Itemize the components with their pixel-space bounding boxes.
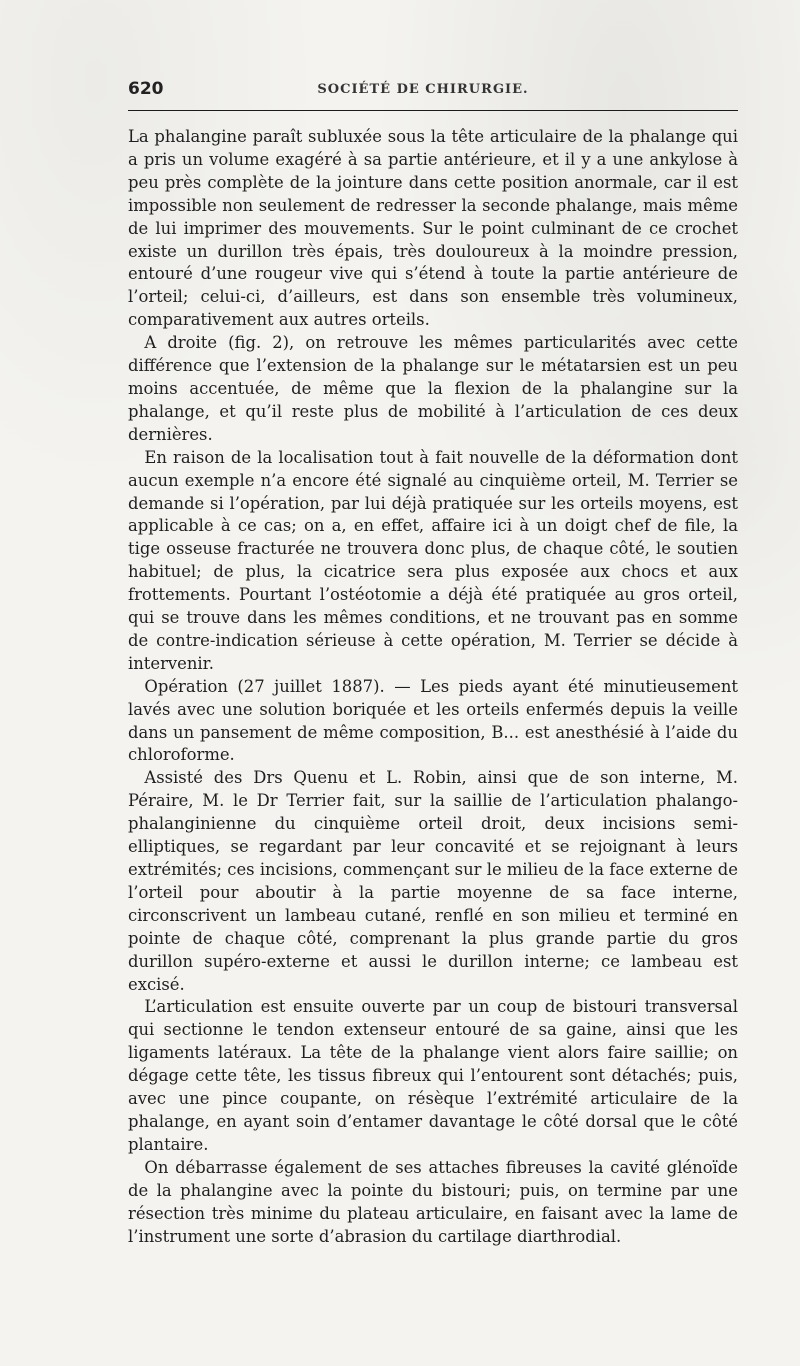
paragraph-3: En raison de la localisation tout à fait nouvelle de la déformation dont aucun exemple n’a encore été signalé au cinquième orteil, M. Terrier se demande si l’opération, par lui déjà pratiquée sur les orteils moyens, est applicable à ce cas; on a, en effet, affaire ici à un doigt chef de file, la tige osseuse fracturée ne trouvera donc plus, de chaque côté, le soutien habituel; de plus, la cicatrice sera plus exposée aux chocs et aux frottements. Pourtant l’ostéotomie a déjà été pratiquée au gros orteil, qui se trouve dans les mêmes conditions, et ne trouvant pas en somme de contre-indication sérieuse à cette opération, M. Terrier se décide à intervenir. — [128, 447, 738, 673]
paragraph-6: L’articulation est ensuite ouverte par un coup de bistouri transversal qui sectionne le tendon extenseur entouré de sa gaine, ainsi que les ligaments latéraux. La tête de la phalange vient alors faire saillie; on dégage cette tête, les tissus fibreux qui l’entourent sont détachés; puis, avec une pince coupante, on résèque l’extrémité articulaire de la phalange, en ayant soin d’entamer davantage le côté dorsal que le côté plantaire. — [128, 997, 738, 1154]
paragraph-2: A droite (fig. 2), on retrouve les mêmes particularités avec cette différence que l’extension de la phalange sur le métatarsien est un peu moins accentuée, de même que la flexion de la phalangine sur la phalange, et qu’il reste plus de mobilité à l’articulation de ces deux dernières. — [128, 333, 738, 444]
body-text — [128, 126, 738, 1248]
paragraph-1: La phalangine paraît subluxée sous la tête articulaire de la phalange qui a pris un volume exagéré à sa partie antérieure, et il y a une ankylose à peu près complète de la jointure dans cette position anormale, car il est impossible non seulement de redresser la seconde phalange, mais même de lui imprimer des mouvements. Sur le point culminant de ce crochet existe un durillon très épais, très douloureux à la moindre pression, entouré d’une rougeur vive qui s’étend à toute la partie antérieure de l’orteil; celui-ci, d’ailleurs, est dans son ensemble très volumineux, comparativement aux autres orteils. — [128, 127, 738, 330]
paragraph-7: On débarrasse également de ses attaches fibreuses la cavité glénoïde de la phalangine avec la pointe du bistouri; puis, on termine par une résection très minime du plateau articulaire, en faisant avec la lame de l’instrument une sorte d’abrasion du cartilage diarthrodial. — [128, 1157, 738, 1246]
page-number: 620 — [128, 79, 164, 99]
paragraph-5: Assisté des Drs Quenu et L. Robin, ainsi que de son interne, M. Péraire, M. le Dr Terrier fait, sur la saillie de l’articulation phalango-phalanginienne du cinquième orteil droit, deux incisions semi-elliptiques, se regardant par leur concavité et se rejoignant à leurs extrémités; ces incisions, commençant sur le milieu de la face externe de l’orteil pour aboutir à la partie moyenne de sa face interne, circonscrivent un lambeau cutané, renflé en son milieu et terminé en pointe de chaque côté, comprenant la plus grande partie du gros durillon supéro-externe et aussi le durillon interne; ce lambeau est excisé. — [128, 768, 738, 994]
page-header — [128, 77, 738, 101]
paragraph-4: Opération (27 juillet 1887). — Les pieds ayant été minutieusement lavés avec une solution boriquée et les orteils enfermés depuis la veille dans un pansement de même composition, B... est anesthésié à l’aide du chloroforme. — [128, 676, 738, 765]
running-head: SOCIÉTÉ DE CHIRURGIE. — [317, 81, 529, 97]
header-rule — [128, 110, 738, 111]
